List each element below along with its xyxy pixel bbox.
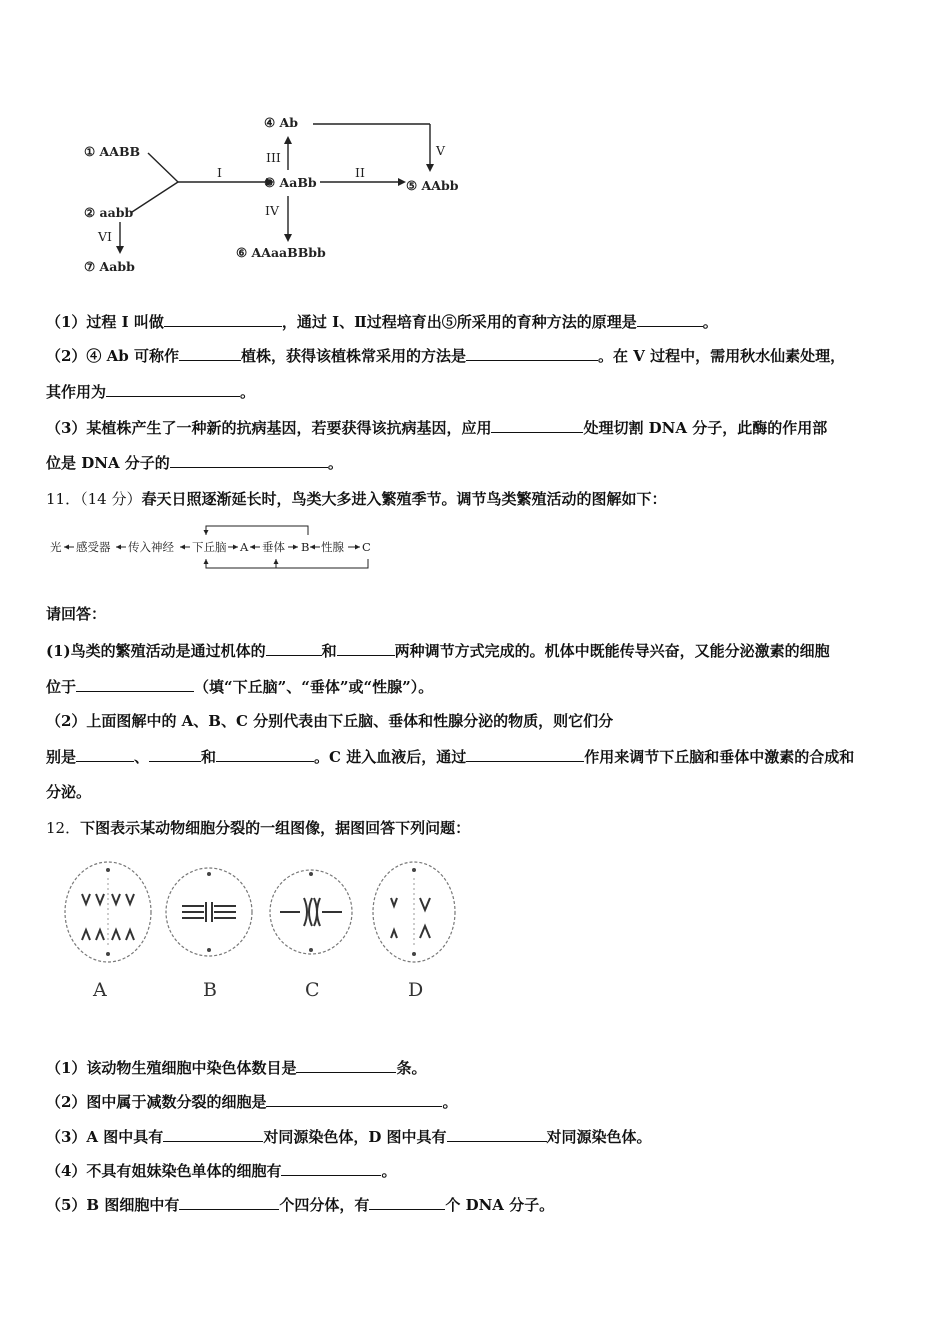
- answer-blank[interactable]: [163, 1126, 263, 1142]
- q12-sub3: （3）A 图中具有 对同源染色体，D 图中具有 对同源染色体。: [46, 1128, 652, 1146]
- answer-blank[interactable]: [447, 1126, 547, 1142]
- answer-blank[interactable]: [149, 746, 201, 762]
- flow-nerve: 传入神经: [128, 540, 174, 554]
- flow-b: B: [301, 540, 310, 554]
- flow-light: 光: [50, 540, 62, 554]
- node-6: ⑥ AAaaBBbb: [236, 245, 326, 260]
- node-1: ① AABB: [84, 144, 141, 159]
- q11-prompt: 请回答：: [46, 605, 107, 623]
- answer-blank[interactable]: [466, 345, 598, 361]
- q12-sub5: （5）B 图细胞中有 个四分体，有 个 DNA 分子。: [46, 1196, 555, 1214]
- flow-receptor: 感受器: [76, 540, 111, 554]
- q12-sub2: （2）图中属于减数分裂的细胞是 。: [46, 1093, 458, 1111]
- answer-blank[interactable]: [637, 311, 703, 327]
- node-7: ⑦ Aabb: [84, 259, 135, 274]
- answer-blank[interactable]: [491, 417, 583, 433]
- answer-blank[interactable]: [369, 1194, 445, 1210]
- answer-blank[interactable]: [296, 1057, 396, 1073]
- q11-sub2-cont: 别是 、 和 。C 进入血液后，通过 作用来调节下丘脑和垂体中激素的合成和: [46, 748, 855, 766]
- q11-stem: 11．（14 分）春天日照逐渐延长时，鸟类大多进入繁殖季节。调节鸟类繁殖活动的图解如下：: [46, 490, 667, 508]
- q12-sub1: （1）该动物生殖细胞中染色体数目是 条。: [46, 1059, 427, 1077]
- node-2: ② aabb: [84, 205, 134, 220]
- flow-pituitary: 垂体: [262, 540, 285, 554]
- q11-sub1-cont: 位于 （填“下丘脑”、“垂体”或“性腺”）。: [46, 678, 434, 696]
- q12-sub4: （4）不具有姐妹染色单体的细胞有 。: [46, 1162, 397, 1180]
- q10-sub1: （1）过程 I 叫做 ，通过 I、Ⅱ过程培育出⑤所采用的育种方法的原理是 。: [46, 313, 718, 331]
- process-2: II: [355, 165, 365, 180]
- q10-sub2-cont: 其作用为 。: [46, 383, 256, 401]
- answer-blank[interactable]: [106, 381, 240, 397]
- node-5: ⑤ AAbb: [406, 178, 459, 193]
- cell-label-d: D: [408, 979, 424, 1001]
- q11-sub2-end: 分泌。: [46, 783, 92, 801]
- answer-blank[interactable]: [337, 640, 395, 656]
- answer-blank[interactable]: [281, 1160, 381, 1176]
- process-1: I: [217, 165, 222, 180]
- q11-sub1: (1)鸟类的繁殖活动是通过机体的 和 两种调节方式完成的。机体中既能传导兴奋，又能分泌激素的细胞: [46, 642, 830, 660]
- flow-c: C: [362, 540, 371, 554]
- answer-blank[interactable]: [76, 746, 134, 762]
- q10-sub3-cont: 位是 DNA 分子的 。: [46, 454, 343, 472]
- answer-blank[interactable]: [164, 311, 282, 327]
- answer-blank[interactable]: [170, 452, 328, 468]
- process-3: III: [266, 150, 281, 165]
- answer-blank[interactable]: [266, 640, 322, 656]
- process-4: IV: [265, 203, 279, 218]
- answer-blank[interactable]: [466, 746, 584, 762]
- q11-sub2: （2）上面图解中的 A、B、C 分别代表由下丘脑、垂体和性腺分泌的物质，则它们分: [46, 712, 614, 730]
- breeding-diagram: [70, 108, 490, 283]
- process-6: VI: [98, 229, 112, 244]
- cell-label-b: B: [203, 979, 217, 1001]
- answer-blank[interactable]: [179, 1194, 279, 1210]
- q10-sub2: （2）④ Ab 可称作 植株，获得该植株常采用的方法是 。在 V 过程中，需用秋水仙素处理，: [46, 347, 846, 365]
- flow-hypothalamus: 下丘脑: [192, 540, 227, 554]
- cell-label-a: A: [93, 979, 107, 1001]
- q10-sub3: （3）某植株产生了一种新的抗病基因，若要获得该抗病基因，应用 处理切割 DNA 分子，此酶的作用部: [46, 419, 828, 437]
- q12-stem: 12．下图表示某动物细胞分裂的一组图像，据图回答下列问题：: [46, 819, 471, 837]
- process-5: V: [436, 143, 446, 158]
- answer-blank[interactable]: [266, 1091, 442, 1107]
- flow-gonad: 性腺: [321, 540, 344, 554]
- node-4: ④ Ab: [264, 115, 298, 130]
- regulation-flow-diagram: [46, 522, 386, 574]
- answer-blank[interactable]: [179, 345, 241, 361]
- answer-blank[interactable]: [216, 746, 314, 762]
- cell-label-c: C: [305, 979, 320, 1001]
- cell-division-figure: [56, 860, 476, 1008]
- flow-a: A: [240, 540, 249, 554]
- answer-blank[interactable]: [76, 676, 194, 692]
- node-3: ③ AaBb: [264, 175, 317, 190]
